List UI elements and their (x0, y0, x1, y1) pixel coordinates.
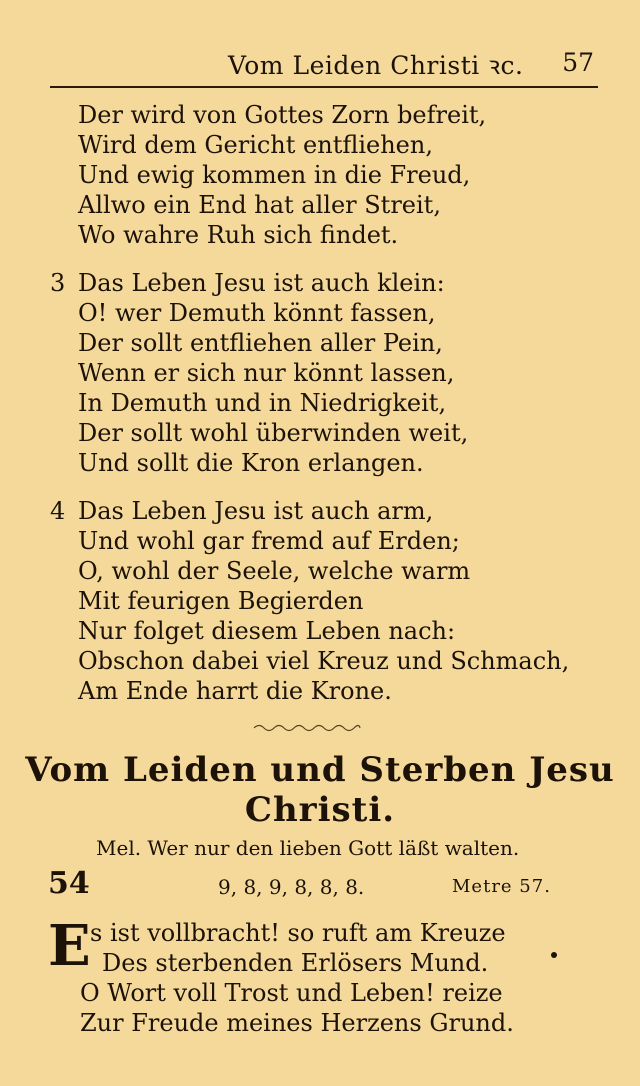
verse-line: s ist vollbracht! so ruft am Kreuze (90, 919, 506, 947)
verse-line: Und ewig kommen in die Freud, (78, 161, 471, 189)
verse-line: Nur folget diesem Leben nach: (78, 617, 456, 645)
meter-label: Metre 57. (452, 876, 551, 897)
verse-line: Obschon dabei viel Kreuz und Schmach, (78, 647, 570, 675)
verse-number: 3 (50, 269, 66, 297)
header-rule (50, 86, 598, 88)
page-header (48, 48, 600, 84)
verse-line: Wo wahre Ruh sich findet. (78, 221, 399, 249)
stanza-4 (50, 496, 610, 706)
page-number: 57 (562, 48, 594, 77)
verse-line: Allwo ein End hat aller Streit, (78, 191, 441, 219)
verse-line: Der sollt wohl überwinden weit, (78, 419, 469, 447)
verse-line: Wenn er sich nur könnt lassen, (78, 359, 455, 387)
verse-line: Der sollt entfliehen aller Pein, (78, 329, 443, 357)
running-title: Vom Leiden Christi ꝛc. (228, 51, 524, 80)
verse-line: Und sollt die Kron erlangen. (78, 449, 424, 477)
verse-line: Mit feurigen Begierden (78, 587, 364, 615)
stanza-continued (50, 100, 610, 250)
stanza-3 (50, 268, 610, 478)
verse-line: Wird dem Gericht entfliehen, (78, 131, 433, 159)
verse-line (50, 268, 610, 298)
drop-cap: E (48, 913, 91, 979)
verse-line: Zur Freude meines Herzens Grund. (80, 1009, 514, 1037)
hymn-stanza-1 (80, 918, 600, 1038)
verse-line: Und wohl gar fremd auf Erden; (78, 527, 460, 555)
verse-line: O Wort voll Trost und Leben! reize (80, 979, 503, 1007)
hymn-number: 54 (48, 866, 90, 901)
section-title: Vom Leiden und Sterben Jesu (25, 750, 615, 790)
verse-line: Am Ende harrt die Krone. (78, 677, 392, 705)
verse-line-text: Das Leben Jesu ist auch klein: (78, 269, 445, 297)
print-speck (551, 952, 557, 958)
verse-number: 4 (50, 497, 66, 525)
wavy-ornament-divider (252, 720, 362, 736)
verse-line (50, 496, 610, 526)
melody-reference: Mel. Wer nur den lieben Gott läßt walten. (96, 836, 520, 860)
verse-line: In Demuth und in Niedrigkeit, (78, 389, 447, 417)
verse-line: O! wer Demuth könnt fassen, (78, 299, 436, 327)
verse-line-text: Das Leben Jesu ist auch arm, (78, 497, 434, 525)
verse-line: O, wohl der Seele, welche warm (78, 557, 471, 585)
verse-line: Des sterbenden Erlösers Mund. (102, 949, 489, 977)
section-title-line2: Christi. (244, 790, 396, 830)
meter-pattern: 9, 8, 9, 8, 8, 8. (218, 875, 365, 899)
verse-line: Der wird von Gottes Zorn befreit, (78, 101, 487, 129)
